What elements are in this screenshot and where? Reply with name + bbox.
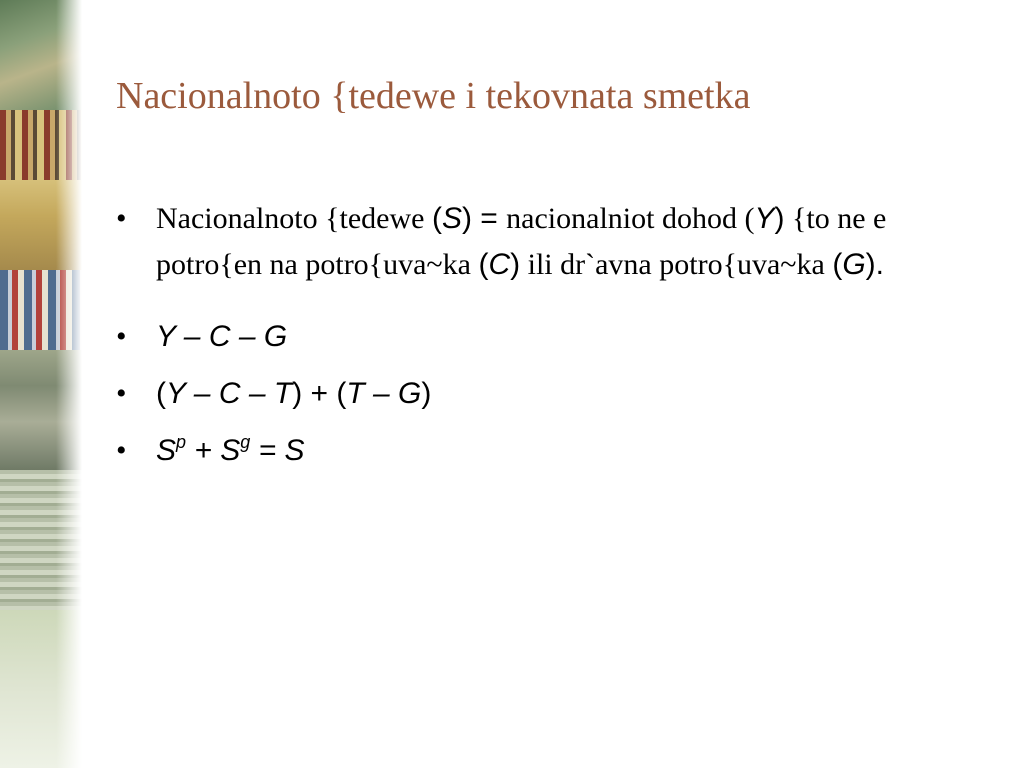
var-T: T — [346, 377, 365, 410]
collage-edge-fade — [56, 0, 82, 768]
minus-sign: – — [240, 377, 274, 410]
var-Y: Y — [156, 320, 176, 353]
var-G: G — [842, 248, 866, 281]
minus-sign: – — [230, 320, 264, 353]
bullet-marker: • — [116, 202, 127, 235]
bullet-item-definition — [116, 196, 956, 288]
var-G: G — [263, 320, 288, 353]
paren: ) — [774, 202, 785, 235]
bullet-text: nacionalniot dohod — [506, 202, 745, 235]
decorative-collage-strip — [0, 0, 82, 768]
plus-group: ) + ( — [292, 377, 347, 410]
bullet-marker: • — [116, 377, 127, 410]
minus-sign: – — [364, 377, 399, 410]
var-Y: Y — [166, 377, 186, 410]
bullet-item-formula-3 — [116, 428, 956, 474]
var-C: C — [218, 377, 241, 410]
paren: ) — [510, 248, 521, 281]
var-C: C — [208, 320, 231, 353]
paren: ( — [156, 377, 166, 410]
bullet-marker: • — [116, 434, 127, 467]
bullet-text: {to ne e potro{en na potro{uva~ka — [156, 202, 887, 281]
paren: ( — [832, 248, 843, 281]
equals-sign: = — [250, 434, 285, 467]
paren: ( — [478, 248, 489, 281]
var-S-government: S — [220, 434, 241, 467]
bullet-text: Nacionalnoto {tedewe — [156, 202, 432, 235]
bullet-item-formula-1 — [116, 314, 956, 360]
var-S: S — [441, 202, 462, 235]
superscript-g: g — [240, 432, 251, 452]
equals-sign: ) = — [461, 202, 507, 235]
var-C: C — [488, 248, 511, 281]
bullet-text: ili dr`avna potro{uva~ka — [520, 248, 833, 281]
var-S-private: S — [156, 434, 177, 467]
var-S-total: S — [284, 434, 305, 467]
bullet-marker: • — [116, 320, 127, 353]
var-T: T — [273, 377, 293, 410]
bullet-item-formula-2 — [116, 371, 956, 417]
var-G: G — [398, 377, 422, 410]
paren: ( — [744, 202, 755, 235]
var-Y: Y — [754, 202, 775, 235]
paren-period: ). — [865, 248, 884, 281]
minus-sign: – — [185, 377, 219, 410]
plus-sign: + — [186, 434, 221, 467]
superscript-p: p — [176, 432, 187, 452]
minus-sign: – — [175, 320, 209, 353]
slide-title: Nacionalnoto {tedewe i tekovnata smetka — [116, 75, 751, 117]
bullet-list — [116, 196, 956, 474]
paren: ( — [431, 202, 442, 235]
paren: ) — [421, 377, 432, 410]
